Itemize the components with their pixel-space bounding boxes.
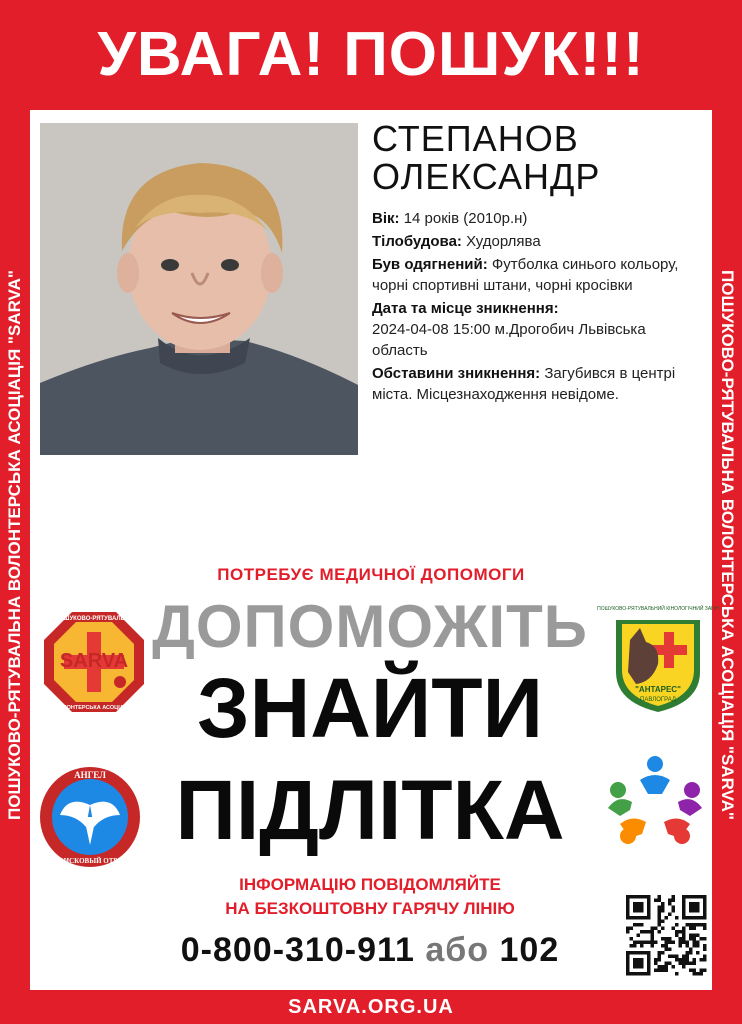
portrait-illustration [40, 123, 358, 455]
hotline-phones [130, 930, 610, 970]
hotline-info [150, 873, 590, 921]
appeal-teen: ПІДЛІТКА [175, 763, 565, 857]
build-value: Худорлява [466, 233, 541, 250]
circumstances-row [372, 363, 697, 405]
build-row [372, 231, 697, 252]
phone-separator: або [425, 931, 490, 969]
antares-logo-name: "АНТАРЕС" [635, 685, 681, 694]
hotline-phone-police[interactable]: 102 [499, 931, 560, 969]
medical-help-notice: ПОТРЕБУЄ МЕДИЧНОЇ ДОПОМОГИ [217, 565, 525, 584]
sarva-logo-bottom: ВОЛОНТЕРСЬКА АСОЦІАЦІЯ [54, 705, 134, 711]
age-row [372, 208, 697, 229]
circumstances-value: Загубився в центрі міста. Місцезнаходження невідоме. [372, 365, 676, 403]
community-logo [602, 750, 708, 856]
appeal-help: ДОПОМОЖІТЬ [152, 593, 588, 660]
hotline-info-line2: НА БЕЗКОШТОВНУ ГАРЯЧУ ЛІНІЮ [225, 899, 515, 918]
age-label: Вік: [372, 210, 400, 227]
circumstances-label: Обставини зникнення: [372, 365, 541, 382]
age-value: 14 років (2010р.н) [403, 210, 528, 227]
poster-content [30, 110, 719, 990]
date-label: Дата та місце зникнення: [372, 300, 559, 317]
qr-code-icon [625, 894, 707, 976]
missing-person-poster: УВАГА! ПОШУК!!! ПОШУКОВО-РЯТУВАЛЬНА ВОЛОНТЕРСЬКА АСОЦІАЦІЯ "SARVA" ПОШУКОВО-РЯТУВАЛЬНА ВОЛОНТЕРСЬКА АСОЦІАЦІЯ "SARVA" СТЕПАНОВ ОЛЕКСАНДР Вік: 14 років (2010р.н) Тілобудова: Худорлява Був одягнений: Футболка синього кольору, чорні спортивні штани, чорні кросівки Дата та місце зникнення: 2024-04-08 15:00 м.Дрогобич Львівська область Обставини зникнення: Загубився в центрі міста. Місцезнаходження невідоме. ПОТРЕБУЄ МЕДИЧНОЇ ДОПОМОГИ ДОПОМОЖІТЬ ЗНАЙТИ ПІДЛІТКА ІНФОРМАЦІЮ ПОВІДОМЛЯЙТЕ НА БЕЗКОШТОВНУ ГАРЯЧУ ЛІНІЮ 0-800-310-911 або 102 SARVA ПОШУКОВО-РЯТУВАЛЬНА ВОЛОНТЕРСЬКА АСОЦІАЦІЯ ПОШУКОВО-РЯТУВАЛЬНИЙ КІНОЛОГІЧНИЙ ЗАГІН "АНТАРЕС" ПАВЛОГРАД АНГЕЛ ПОИСКОВЫЙ ОТРЯД SARVA.ORG.UA [0, 0, 742, 1024]
appeal-find: ЗНАЙТИ [196, 661, 543, 755]
qr-code[interactable] [625, 894, 707, 976]
angel-logo-top: АНГЕЛ [74, 770, 106, 780]
clothes-label: Був одягнений: [372, 256, 488, 273]
poster-headline: УВАГА! ПОШУК!!! [97, 20, 645, 89]
person-name [372, 120, 702, 196]
sarva-logo-top: ПОШУКОВО-РЯТУВАЛЬНА [54, 616, 134, 622]
date-value: 2024-04-08 15:00 м.Дрогобич Львівська область [372, 321, 646, 359]
sarva-logo-name: SARVA [59, 650, 129, 672]
angel-logo [38, 765, 142, 869]
community-icon [608, 799, 632, 816]
antares-logo [597, 602, 719, 714]
person-surname: СТЕПАНОВ [372, 118, 579, 159]
antares-logo-top: ПОШУКОВО-РЯТУВАЛЬНИЙ КІНОЛОГІЧНИЙ ЗАГІН [597, 606, 719, 612]
website-link[interactable]: SARVA.ORG.UA [288, 996, 454, 1018]
sarva-logo [42, 610, 146, 714]
hotline-info-line1: ІНФОРМАЦІЮ ПОВІДОМЛЯЙТЕ [239, 875, 501, 894]
hotline-phone-primary[interactable]: 0-800-310-911 [180, 931, 415, 969]
clothes-value: Футболка синього кольору, чорні спортивні штани, чорні кросівки [372, 256, 679, 294]
person-first-name: ОЛЕКСАНДР [372, 156, 601, 197]
angel-logo-bottom: ПОИСКОВЫЙ ОТРЯД [52, 857, 128, 865]
person-details [372, 208, 697, 407]
missing-person-photo [40, 123, 358, 455]
paw-icon [114, 676, 126, 688]
build-label: Тілобудова: [372, 233, 462, 250]
antares-logo-city: ПАВЛОГРАД [640, 697, 676, 703]
clothes-row [372, 254, 697, 296]
date-row [372, 298, 697, 361]
